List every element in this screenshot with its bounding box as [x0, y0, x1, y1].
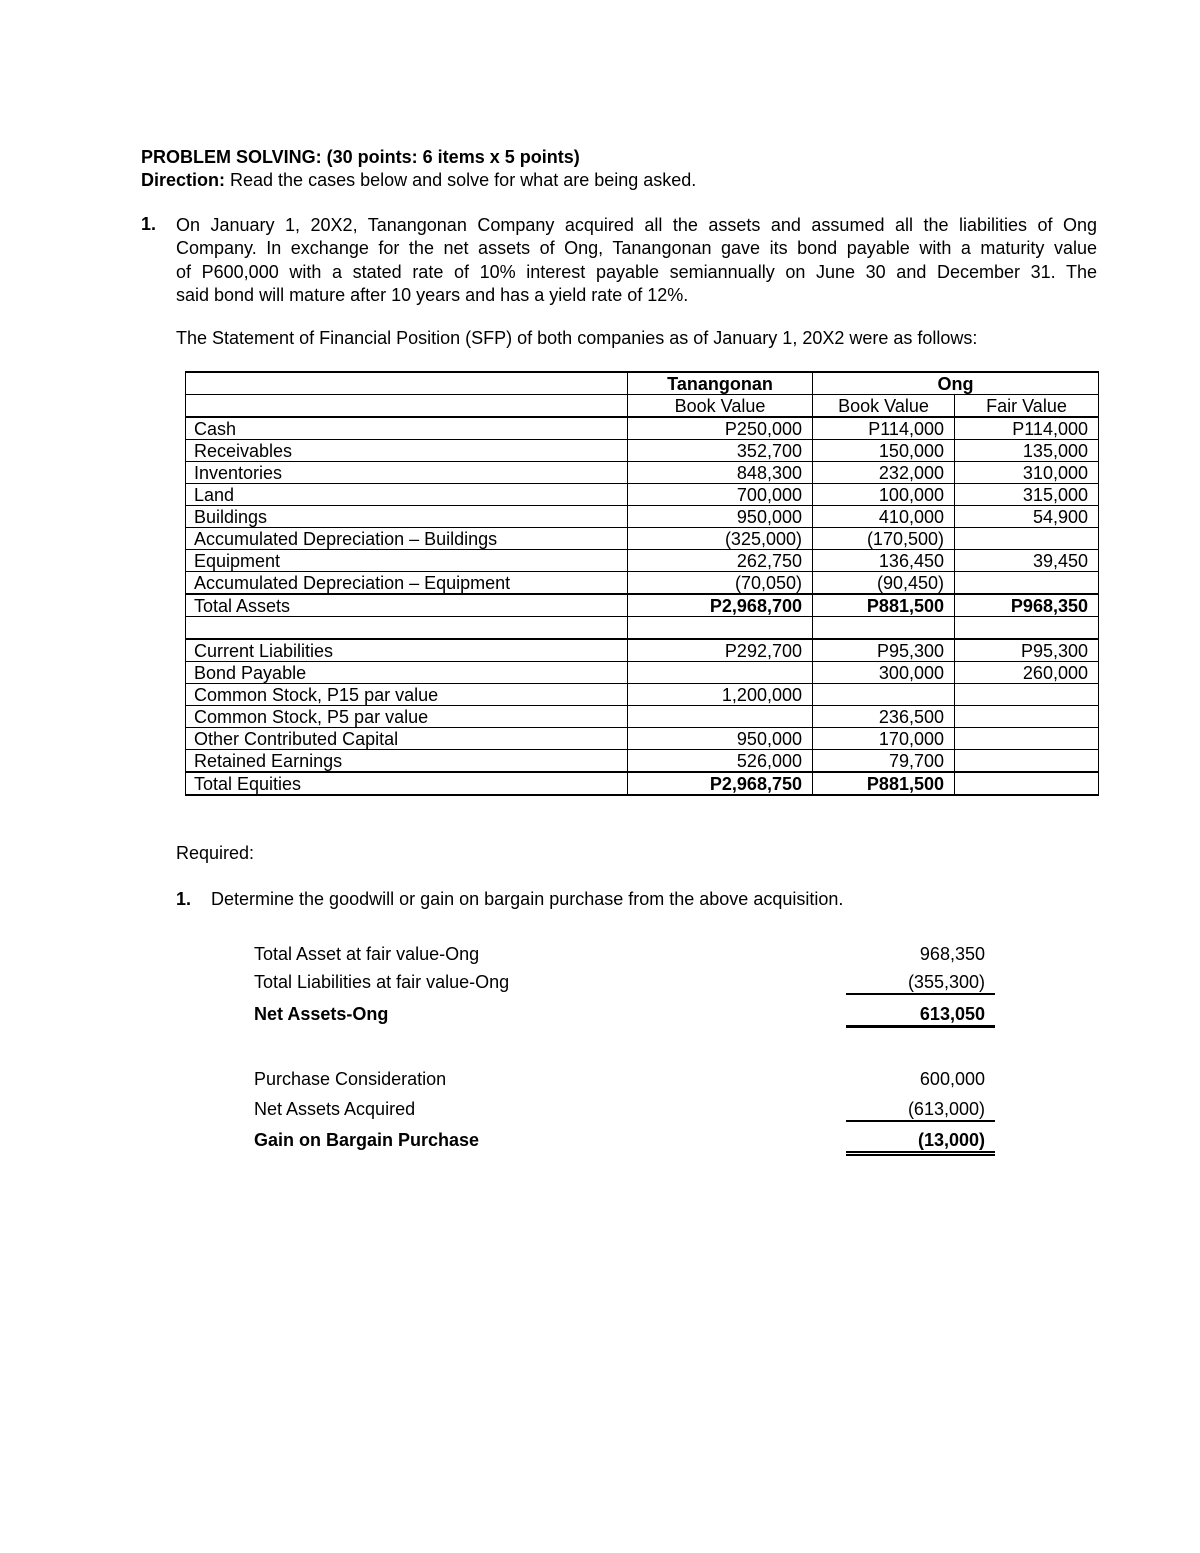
sfp-cell-label: Accumulated Depreciation – Equipment — [186, 572, 628, 595]
sfp-cell-ong-fair: 310,000 — [955, 462, 1099, 484]
sfp-cell-label: Common Stock, P5 par value — [186, 706, 628, 728]
sfp-cell-tanangonan-book — [628, 706, 813, 728]
header-ong-fair-value: Fair Value — [955, 395, 1099, 418]
problem-number: 1. — [141, 214, 157, 234]
sfp-cell-label: Other Contributed Capital — [186, 728, 628, 750]
sfp-cell-label: Bond Payable — [186, 662, 628, 684]
sfp-cell-ong-fair: 135,000 — [955, 440, 1099, 462]
calc-label-gain-bargain: Gain on Bargain Purchase — [254, 1130, 480, 1150]
direction-label: Direction: — [141, 170, 226, 190]
sfp-cell-tanangonan-book: P292,700 — [628, 639, 813, 662]
sfp-cell-ong-fair — [955, 706, 1099, 728]
sfp-row — [186, 728, 1099, 750]
calc-value-total-asset — [846, 944, 995, 965]
sfp-subheader-row — [186, 395, 1099, 418]
sfp-cell-ong-book: P881,500 — [813, 594, 955, 617]
sfp-cell-ong-book: (90,450) — [813, 572, 955, 595]
sfp-cell-ong-book — [813, 617, 955, 640]
calc-label-total-asset: Total Asset at fair value-Ong — [254, 944, 480, 964]
sfp-cell-label: Land — [186, 484, 628, 506]
problem-line: of P600,000 with a stated rate of 10% interest payable semiannually on June 30 and December 31. The — [176, 261, 1097, 282]
sfp-row — [186, 462, 1099, 484]
calc-value-text: 600,000 — [919, 1069, 985, 1089]
calc-value-net-assets — [846, 1004, 995, 1028]
sfp-header-row — [186, 372, 1099, 395]
sfp-cell-tanangonan-book: 262,750 — [628, 550, 813, 572]
sfp-row — [186, 594, 1099, 617]
sfp-cell-ong-book: 236,500 — [813, 706, 955, 728]
sfp-cell-ong-book: 136,450 — [813, 550, 955, 572]
required-label: Required: — [176, 843, 255, 863]
sfp-cell-label: Buildings — [186, 506, 628, 528]
calc-label-net-assets-acquired: Net Assets Acquired — [254, 1099, 416, 1119]
sfp-row — [186, 440, 1099, 462]
sfp-cell-ong-fair — [955, 728, 1099, 750]
calc-value-purchase-consideration — [846, 1069, 995, 1090]
sfp-cell-tanangonan-book: 700,000 — [628, 484, 813, 506]
sfp-cell-ong-fair — [955, 684, 1099, 706]
sfp-cell-ong-fair — [955, 772, 1099, 795]
sfp-cell-ong-fair: 54,900 — [955, 506, 1099, 528]
sfp-cell-tanangonan-book: P2,968,750 — [628, 772, 813, 795]
sfp-cell-ong-book: 170,000 — [813, 728, 955, 750]
sfp-cell-label: Total Equities — [186, 772, 628, 795]
sfp-cell-ong-book: 300,000 — [813, 662, 955, 684]
direction-text: Read the cases below and solve for what are being asked. — [225, 170, 697, 190]
sfp-cell-label: Cash — [186, 417, 628, 440]
sfp-cell-ong-book: 100,000 — [813, 484, 955, 506]
sfp-cell-ong-book: 232,000 — [813, 462, 955, 484]
problem-line: Company. In exchange for the net assets of Ong, Tanangonan gave its bond payable with a maturity value — [176, 238, 1097, 259]
sfp-cell-ong-book: P95,300 — [813, 639, 955, 662]
sfp-cell-ong-book: (170,500) — [813, 528, 955, 550]
header-ong: Ong — [813, 372, 1099, 395]
sfp-row — [186, 617, 1099, 640]
calc-label-total-liabilities: Total Liabilities at fair value-Ong — [254, 972, 510, 992]
calc-value-gain-bargain — [846, 1130, 995, 1156]
sfp-cell-ong-fair: 39,450 — [955, 550, 1099, 572]
sfp-cell-tanangonan-book: 950,000 — [628, 506, 813, 528]
required-item-text: Determine the goodwill or gain on bargain purchase from the above acquisition. — [211, 889, 844, 909]
sfp-cell-ong-fair — [955, 750, 1099, 773]
sfp-cell-label — [186, 617, 628, 640]
sfp-table — [185, 371, 1099, 796]
calc-label-purchase-consideration: Purchase Consideration — [254, 1069, 447, 1089]
problem-line: said bond will mature after 10 years and has a yield rate of 12%. — [176, 284, 689, 305]
calc-value-text: (613,000) — [907, 1099, 985, 1119]
direction-line — [141, 170, 696, 191]
sfp-cell-ong-fair — [955, 528, 1099, 550]
sfp-row — [186, 639, 1099, 662]
problem-line: On January 1, 20X2, Tanangonan Company acquired all the assets and assumed all the liabilities of Ong — [176, 215, 1097, 235]
sfp-cell-label: Inventories — [186, 462, 628, 484]
sfp-cell-tanangonan-book: P2,968,700 — [628, 594, 813, 617]
sfp-cell-ong-fair: P968,350 — [955, 594, 1099, 617]
sfp-row — [186, 706, 1099, 728]
sfp-row — [186, 572, 1099, 595]
sfp-cell-tanangonan-book — [628, 617, 813, 640]
sfp-cell-ong-fair: P95,300 — [955, 639, 1099, 662]
sfp-cell-tanangonan-book: 950,000 — [628, 728, 813, 750]
sfp-row — [186, 417, 1099, 440]
sfp-cell-ong-book: 150,000 — [813, 440, 955, 462]
sfp-row — [186, 684, 1099, 706]
sfp-cell-ong-fair — [955, 572, 1099, 595]
sfp-cell-label: Receivables — [186, 440, 628, 462]
sfp-row — [186, 528, 1099, 550]
calc-value-text: 613,050 — [919, 1004, 985, 1024]
problem-paragraph — [176, 214, 1097, 307]
sfp-cell-ong-book: P114,000 — [813, 417, 955, 440]
calc-value-text: (13,000) — [917, 1130, 985, 1150]
calc-label-net-assets: Net Assets-Ong — [254, 1004, 389, 1024]
sfp-cell-tanangonan-book: P250,000 — [628, 417, 813, 440]
sfp-cell-tanangonan-book: (325,000) — [628, 528, 813, 550]
subheader-blank-cell — [186, 395, 628, 418]
sfp-cell-tanangonan-book: 352,700 — [628, 440, 813, 462]
sfp-cell-label: Retained Earnings — [186, 750, 628, 773]
sfp-cell-label: Common Stock, P15 par value — [186, 684, 628, 706]
calc-value-total-liabilities — [846, 972, 995, 995]
sfp-cell-ong-fair: P114,000 — [955, 417, 1099, 440]
sfp-cell-tanangonan-book: 1,200,000 — [628, 684, 813, 706]
calc-value-text: 968,350 — [919, 944, 985, 964]
required-item-number: 1. — [176, 889, 192, 909]
sfp-row — [186, 550, 1099, 572]
sfp-cell-ong-book: P881,500 — [813, 772, 955, 795]
sfp-cell-label: Total Assets — [186, 594, 628, 617]
sfp-cell-tanangonan-book: 848,300 — [628, 462, 813, 484]
sfp-cell-ong-fair: 315,000 — [955, 484, 1099, 506]
sfp-cell-label: Accumulated Depreciation – Buildings — [186, 528, 628, 550]
header-ong-book-value: Book Value — [813, 395, 955, 418]
sfp-cell-ong-book — [813, 684, 955, 706]
sfp-row — [186, 484, 1099, 506]
calc-value-net-assets-acquired — [846, 1099, 995, 1122]
page-heading: PROBLEM SOLVING: (30 points: 6 items x 5 points) — [141, 147, 580, 167]
sfp-row — [186, 772, 1099, 795]
sfp-cell-tanangonan-book: (70,050) — [628, 572, 813, 595]
sfp-cell-tanangonan-book: 526,000 — [628, 750, 813, 773]
header-tanangonan-book-value: Book Value — [628, 395, 813, 418]
sfp-cell-tanangonan-book — [628, 662, 813, 684]
sfp-row — [186, 750, 1099, 773]
header-tanangonan: Tanangonan — [628, 372, 813, 395]
header-blank-cell — [186, 372, 628, 395]
sfp-cell-ong-book: 79,700 — [813, 750, 955, 773]
calc-value-text: (355,300) — [907, 972, 985, 992]
sfp-cell-ong-fair — [955, 617, 1099, 640]
sfp-cell-label: Equipment — [186, 550, 628, 572]
sfp-cell-label: Current Liabilities — [186, 639, 628, 662]
sfp-cell-ong-fair: 260,000 — [955, 662, 1099, 684]
sfp-row — [186, 662, 1099, 684]
sfp-row — [186, 506, 1099, 528]
sfp-intro: The Statement of Financial Position (SFP) of both companies as of January 1, 20X2 were as follows: — [176, 328, 978, 348]
sfp-cell-ong-book: 410,000 — [813, 506, 955, 528]
